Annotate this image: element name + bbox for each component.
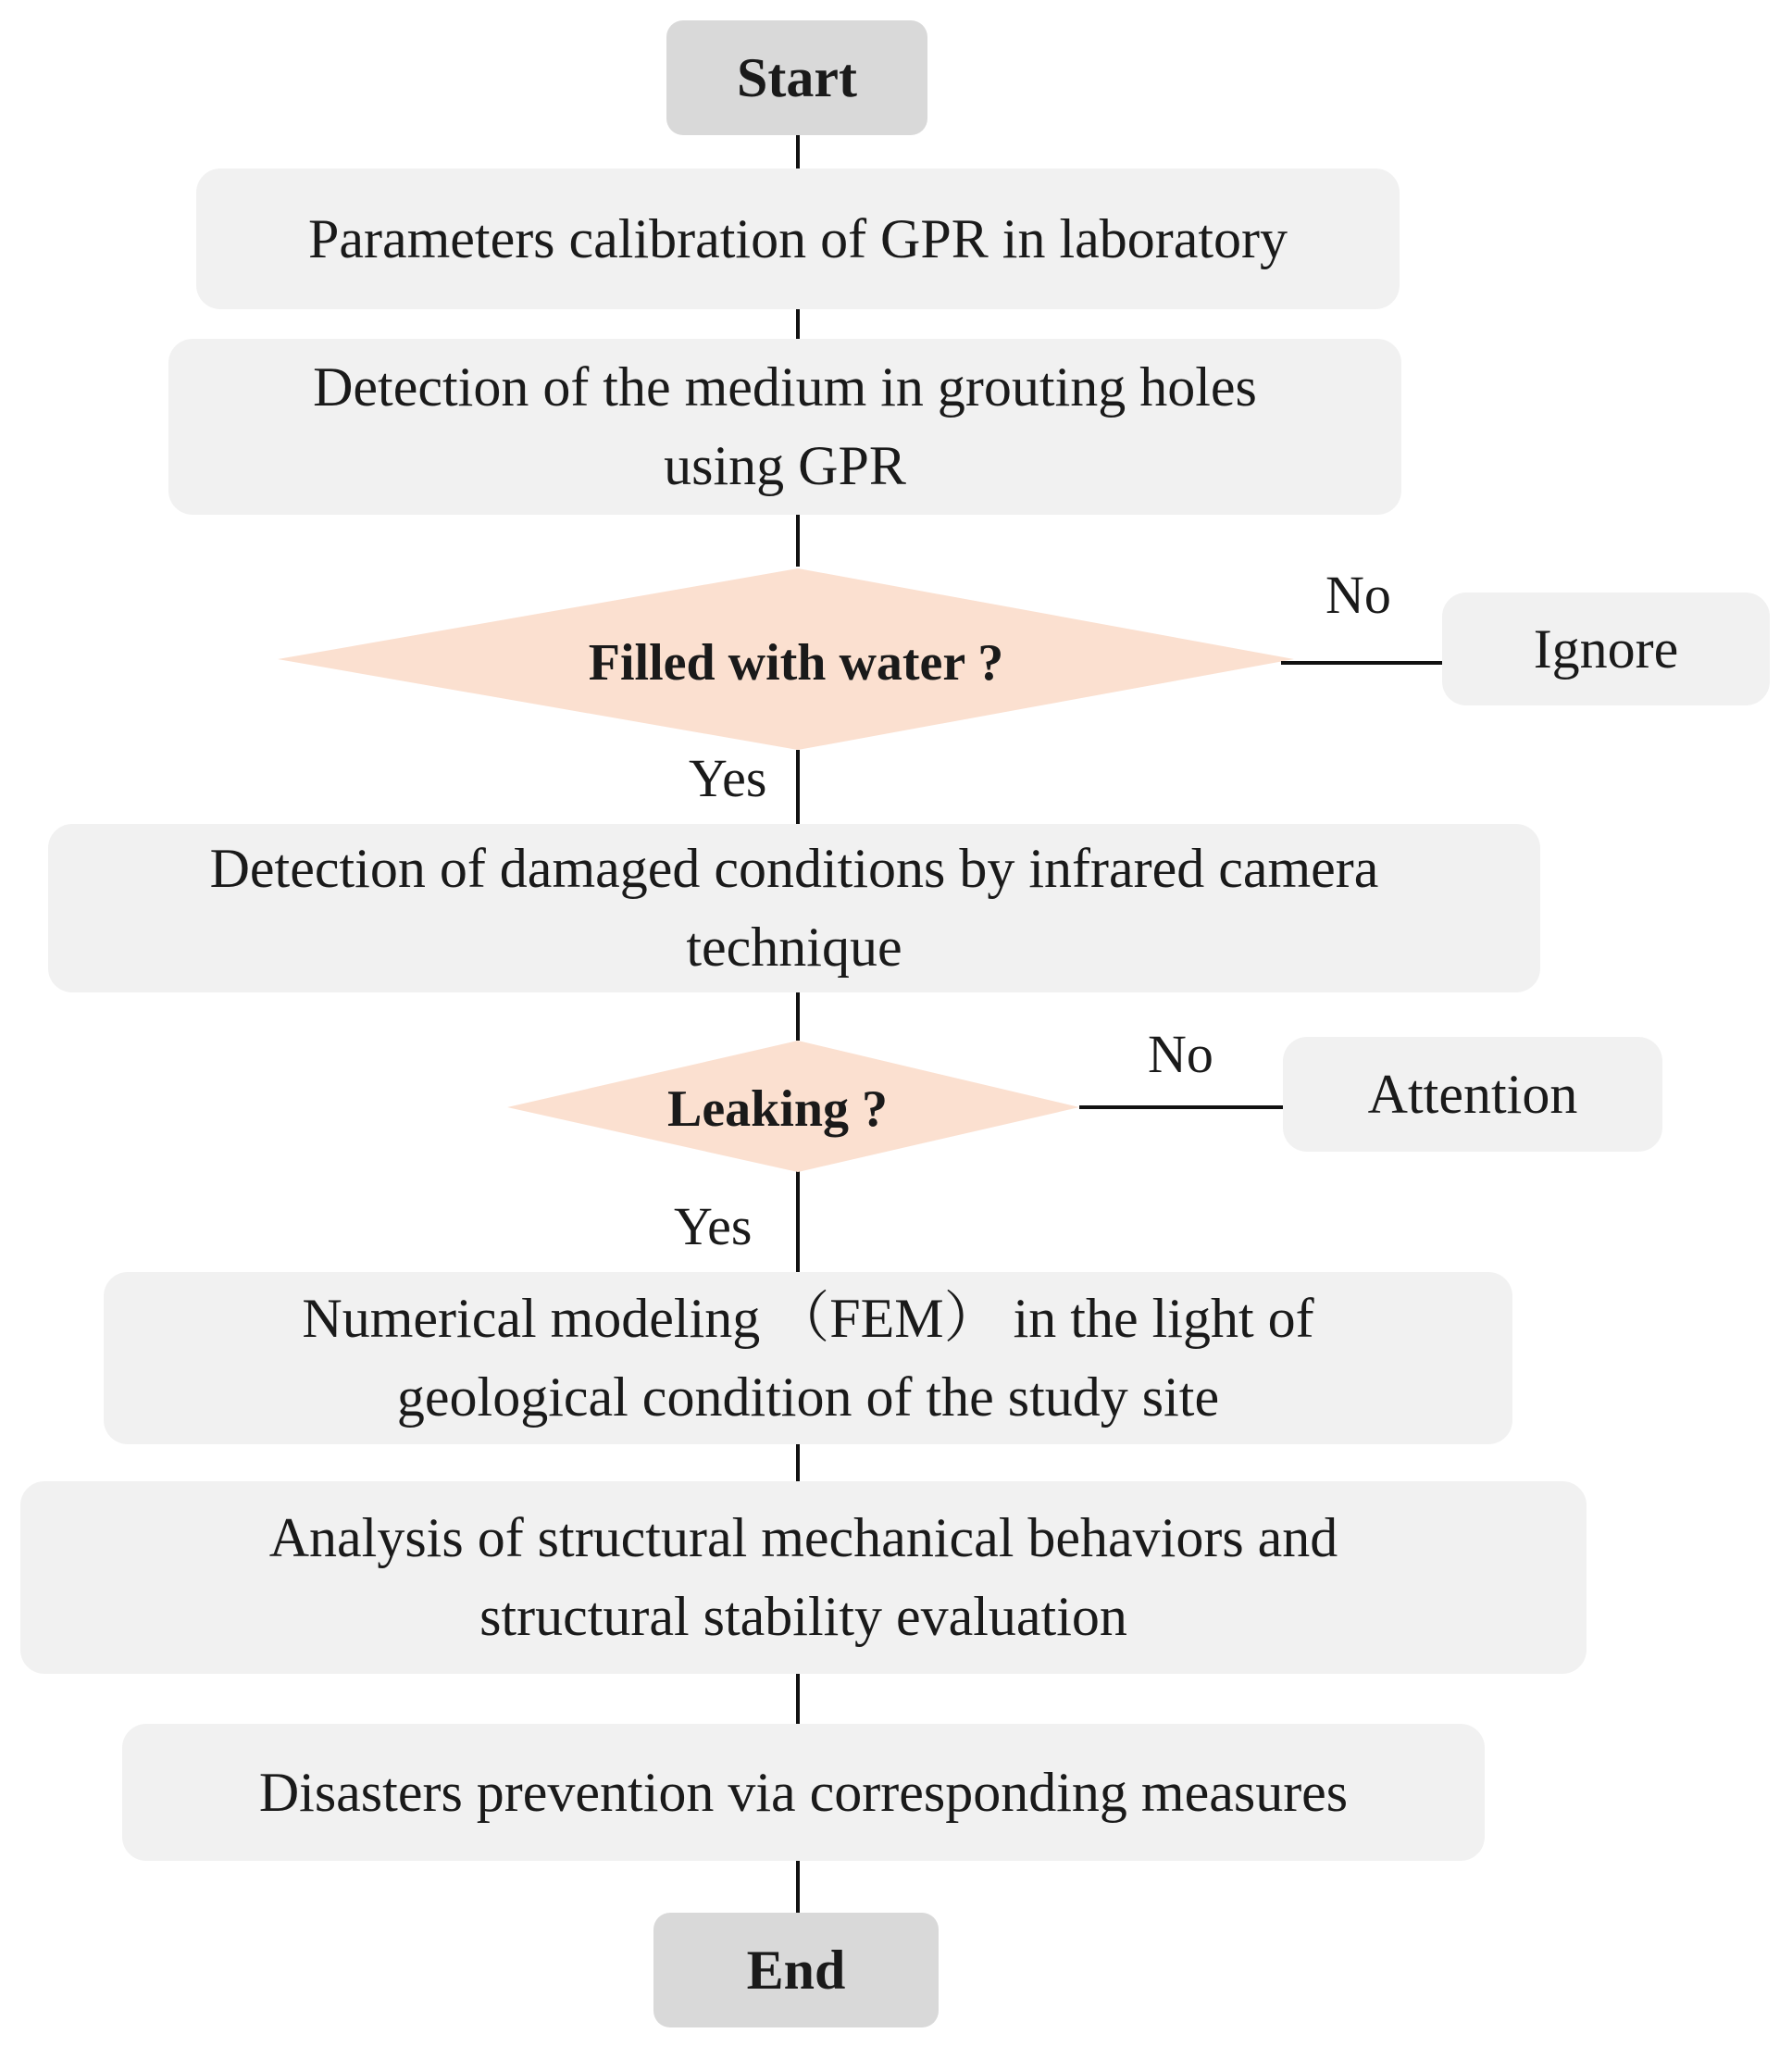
decision-leaking: Leaking ?	[666, 1080, 889, 1138]
decision-filled-with-water: Filled with water ?	[588, 634, 1004, 692]
label-no-water: No	[1325, 565, 1391, 625]
outcome-ignore: Ignore	[1442, 593, 1770, 705]
step-parameters-calibration: Parameters calibration of GPR in laboratory	[196, 168, 1400, 309]
label-yes-water: Yes	[689, 748, 767, 808]
step-detection-grouting-holes: Detection of the medium in grouting holes using GPR	[168, 339, 1401, 515]
step-detection-damaged-conditions: Detection of damaged conditions by infrared camera technique	[48, 824, 1540, 992]
step-numerical-modeling: Numerical modeling （FEM） in the light of geological condition of the study site	[104, 1272, 1512, 1444]
end-node: End	[653, 1913, 939, 2027]
label-yes-leaking: Yes	[674, 1196, 753, 1256]
outcome-attention: Attention	[1283, 1037, 1662, 1152]
label-no-leaking: No	[1148, 1024, 1213, 1084]
start-node: Start	[666, 20, 927, 135]
step-disasters-prevention: Disasters prevention via corresponding measures	[122, 1724, 1485, 1861]
step-structural-analysis: Analysis of structural mechanical behaviors and structural stability evaluation	[20, 1481, 1587, 1674]
